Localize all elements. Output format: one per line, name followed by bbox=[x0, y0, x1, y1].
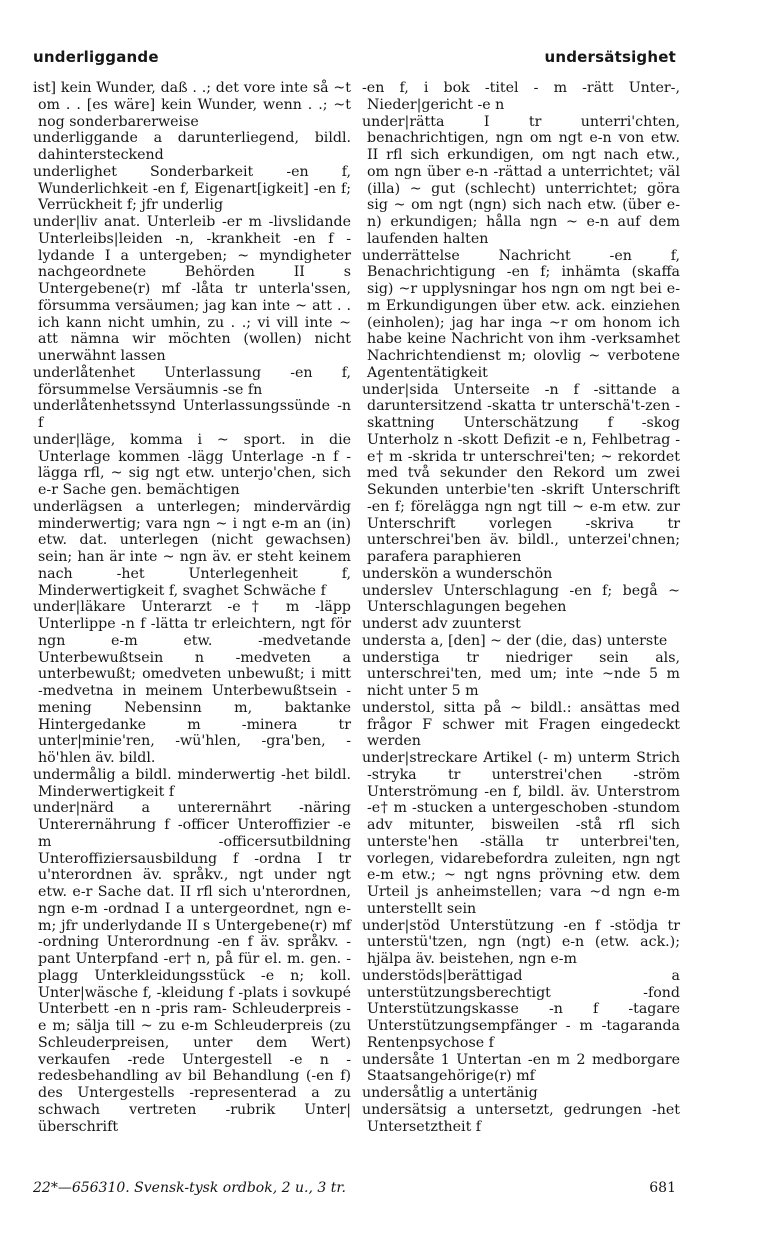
dictionary-entry: under|läkare Unterarzt -e† m -läpp Unterlippe -n f -lätta tr erleichtern, ngt för ngn e-m etw. -medvetande Unterbewußtsein n -medveten a unterbewußt; omedveten unbewußt; i mitt -medvetna in meinem Unterbewußtsein -mening Nebensinn m, baktanke Hintergedanke m -minera tr unter|minie'ren, -wü'hlen, -gra'ben, -hö'hlen äv. bildl. bbox=[33, 599, 351, 766]
dictionary-entry: understöds|berättigad a unterstützungsberechtigt -fond Unterstützungskasse -n f -tagare Unterstützungsempfänger - m -tagaranda Rentenpsychose f bbox=[362, 967, 680, 1051]
dictionary-entry: underlåtenhet Unterlassung -en f, försummelse Versäumnis -se fn bbox=[33, 364, 351, 398]
dictionary-entry: underlåtenhetssynd Unterlassungssünde -n f bbox=[33, 398, 351, 431]
dictionary-entry: understol, sitta på ~ bildl.: ansättas med frågor F schwer mit Fragen eingedeckt werden bbox=[362, 699, 680, 750]
footer-imprint: 22*—656310. Svensk-tysk ordbok, 2 u., 3 tr. bbox=[33, 1180, 346, 1196]
dictionary-entry: underlighet Sonderbarkeit -en f, Wunderlichkeit -en f, Eigenart[igkeit] -en f; Verrückheit f; jfr underlig bbox=[33, 163, 351, 214]
dictionary-entry: under|sida Unterseite -n f -sittande a daruntersitzend -skatta tr unterschä't-zen -skattning Unterschätzung f -skog Unterholz n -skott Defizit -e n, Fehlbetrag -e† m -skrida tr unterschrei'ten; ~ rekordet med två sekunder den Rekord um zwei Sekunden unterbie'ten -skrift Unterschrift -en f; förelägga ngn ngt till ~ e-m etw. zur Unterschrift vorlegen -skriva tr unterschrei'ben äv. bildl., unterzei'chnen; parafera paraphieren bbox=[362, 381, 680, 565]
dictionary-entry: under|liv anat. Unterleib -er m -livslidande Unterleibs|leiden -n, -krankheit -en f -lydande I a untergeben; ~ myndigheter nachgeordnete Behörden II s Untergebene(r) mf -låta tr unterla'ssen, försumma versäumen; jag kan inte ~ att . . ich kann nicht umhin, zu . .; vi vill inte ~ att nämna wir möchten (wollen) nicht unerwähnt lassen bbox=[33, 214, 351, 364]
page-number: 681 bbox=[649, 1180, 676, 1196]
dictionary-entry: underliggande a darunterliegend, bildl. dahintersteckend bbox=[33, 130, 351, 163]
right-column bbox=[362, 80, 680, 1135]
dictionary-entry: underlägsen a unterlegen; mindervärdig minderwertig; vara ngn ~ i ngt e-m an (in) etw. dat. unterlegen (nicht gewachsen) sein; han är inte ~ ngn äv. er steht keinem nach -het Unterlegenheit f, Minderwertigkeit f, svaghet Schwäche f bbox=[33, 498, 351, 599]
dictionary-entry: -en f, i bok -titel - m -rätt Unter-, Nieder|gericht -e n bbox=[362, 80, 680, 113]
dictionary-entry: under|rätta I tr unterri'chten, benachrichtigen, ngn om ngt e-n von etw. II rfl sich erkundigen, om ngt nach etw., om ngn über e-n -rättad a unterrichtet; väl (illa) ~ gut (schlecht) unterrichtet; göra sig ~ om ngt (ngn) sich nach etw. (über e-n) erkundigen; hålla ngn ~ e-n auf dem laufenden halten bbox=[362, 113, 680, 247]
dictionary-entry: understa a, [den] ~ der (die, das) unterste bbox=[362, 632, 668, 649]
dictionary-entry: underrättelse Nachricht -en f, Benachrichtigung -en f; inhämta (skaffa sig) ~r upplysningar hos ngn om ngt bei e-m Erkundigungen über etw. ack. einziehen (einholen); jag har inga ~r om honom ich habe keine Nachricht von ihm -verksamhet Nachrichtendienst m; olovlig ~ verbotene Agententätigkeit bbox=[362, 247, 680, 381]
dictionary-entry: under|streckare Artikel (- m) unterm Strich -stryka tr unterstrei'chen -ström Unterströmung -en f, bildl. äv. Unterstrom -e† m -stucken a untergeschoben -stundom adv mitunter, bisweilen -stå rfl sich unterste'hen -ställa tr unterbrei'ten, vorlegen, vidarebefordra zuleiten, ngn ngt e-m etw.; ~ ngt ngns prövning etw. dem Urteil js anheimstellen; vara ~d ngn e-m unterstellt sein bbox=[362, 750, 680, 917]
dictionary-entry: under|läge, komma i ~ sport. in die Unterlage kommen -lägg Unterlage -n f -lägga rfl, ~ sig ngt etw. unterjo'chen, sich e-r Sache gen. bemächtigen bbox=[33, 431, 351, 498]
dictionary-entry: undersätsig a untersetzt, gedrungen -het Untersetztheit f bbox=[362, 1101, 680, 1135]
left-column bbox=[33, 80, 351, 1135]
dictionary-entry: under|stöd Unterstützung -en f -stödja tr unterstü'tzen, ngn (ngt) e-n (etw. ack.); hjälpa äv. beistehen, ngn e-m bbox=[362, 917, 680, 967]
dictionary-entry: underslev Unterschlagung -en f; begå ~ Unterschlagungen begehen bbox=[362, 582, 680, 616]
dictionary-entry: undersåtlig a untertänig bbox=[362, 1085, 538, 1101]
dictionary-entry: ist] kein Wunder, daß . .; det vore inte så ~t om . . [es wäre] kein Wunder, wenn . .; ~t nog sonderbarerweise bbox=[33, 80, 351, 130]
dictionary-entry: undersåte 1 Untertan -en m 2 medborgare Staatsangehörige(r) mf bbox=[362, 1051, 680, 1085]
header-left-guide-word: underliggande bbox=[33, 48, 159, 66]
dictionary-entry: under|närd a unterernährt -näring Unterernährung f -officer Unteroffizier -e m -officersutbildning Unteroffiziersausbildung f -ordna I tr u'nterordnen äv. språkv., ngt under ngt etw. e-r Sache dat. II rfl sich u'nterordnen, ngn e-m -ordnad I a untergeordnet, ngn e-m; jfr underlydande II s Untergebene(r) mf -ordning Unterordnung -en f äv. språkv. -pant Unterpfand -er† n, på für el. m. gen. -plagg Unterkleidungsstück -e n; koll. Unter|wäsche f, -kleidung f -plats i sovkupé Unterbett -en n -pris ram- Schleuderpreis -e m; sälja till ~ zu e-m Schleuderpreis (zu Schleuderpreisen, unter dem Wert) verkaufen -rede Untergestell -e n -redesbehandling av bil Behandlung (-en f) des Untergestells -representerad a zu schwach vertreten -rubrik Unter|überschrift bbox=[33, 800, 351, 1135]
dictionary-entry: understiga tr niedriger sein als, unterschrei'ten, med um; inte ~nde 5 m nicht unter 5 m bbox=[362, 649, 680, 699]
header-right-guide-word: undersätsighet bbox=[544, 48, 676, 66]
dictionary-entry: underst adv zuunterst bbox=[362, 616, 521, 632]
dictionary-entry: underskön a wunderschön bbox=[362, 565, 553, 582]
dictionary-entry: undermålig a bildl. minderwertig -het bildl. Minderwertigkeit f bbox=[33, 766, 351, 800]
